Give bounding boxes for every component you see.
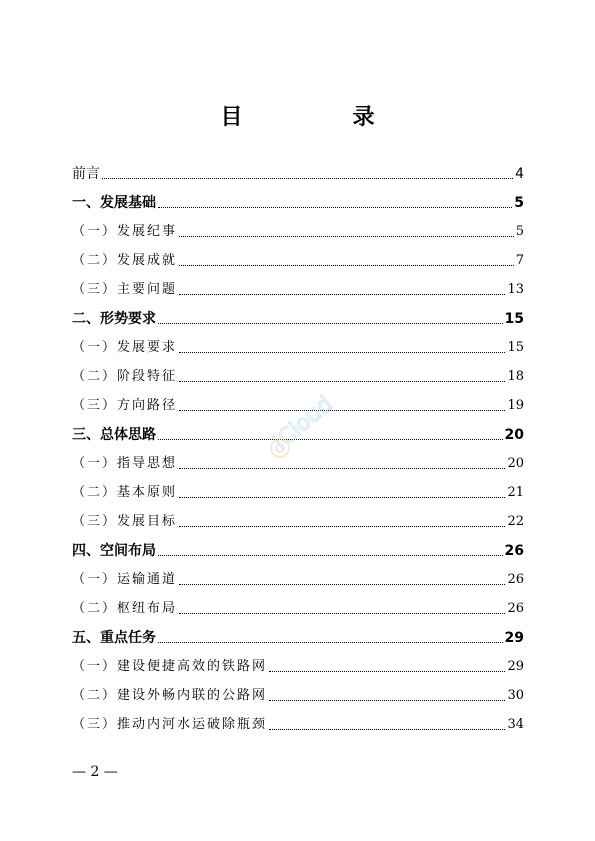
toc-entry-page: 15 [504,311,524,327]
toc-entry-page: 20 [504,427,524,443]
toc-entry[interactable] [72,192,524,212]
toc-entry-page: 19 [507,398,524,413]
toc-entry-label: （二）建设外畅内联的公路网 [72,688,268,703]
dot-leader [269,700,505,701]
toc-entry-label: 五、重点任务 [72,630,156,646]
toc-entry-label: （二）阶段特征 [72,369,178,384]
toc-entry-label: （三）发展目标 [72,514,178,529]
toc-entry-label: （二）发展成就 [72,253,178,268]
dot-leader [179,584,505,585]
dot-leader [158,207,512,208]
dot-leader [102,178,513,179]
dot-leader [179,265,514,266]
cloud-watermark-icon [258,378,348,468]
dot-leader [179,352,505,353]
toc-entry[interactable] [72,685,524,705]
dot-leader [158,555,503,556]
svg-text:iCloud: iCloud [268,391,338,456]
toc-entry-page: 26 [507,572,524,587]
toc-entry[interactable] [72,598,524,618]
toc-entry-page: 26 [507,601,524,616]
toc-entry-page: 26 [504,543,524,559]
page-number-footer: — 2 — [72,764,118,780]
toc-entry[interactable] [72,656,524,676]
toc-entry-page: 4 [515,166,524,182]
toc-entry-page: 18 [507,369,524,384]
dot-leader [158,323,503,324]
toc-entry-page: 5 [515,224,524,239]
toc-entry[interactable] [72,163,524,183]
toc-entry-page: 22 [507,514,524,529]
toc-entry-label: （二）基本原则 [72,485,178,500]
toc-entry-label: （一）指导思想 [72,456,178,471]
toc-entry[interactable] [72,250,524,270]
dot-leader [179,468,505,469]
toc-entry-label: 二、形势要求 [72,311,156,327]
dot-leader [269,671,505,672]
dot-leader [269,729,505,730]
toc-entry-page: 21 [507,485,524,500]
toc-entry-label: （一）发展要求 [72,340,178,355]
toc-entry[interactable] [72,714,524,734]
toc-entry[interactable] [72,221,524,241]
toc-entry-page: 15 [507,340,524,355]
dot-leader [158,642,503,643]
toc-entry[interactable] [72,569,524,589]
toc-entry-label: （一）运输通道 [72,572,178,587]
dot-leader [179,497,505,498]
toc-entry-page: 7 [515,253,524,268]
toc-entry-page: 5 [514,195,524,211]
toc-entry-page: 29 [504,630,524,646]
toc-entry[interactable] [72,627,524,647]
dot-leader [179,526,505,527]
dot-leader [179,236,514,237]
toc-entry-label: 三、总体思路 [72,427,156,443]
toc-entry-label: （一）发展纪事 [72,224,178,239]
toc-entry-label: （三）方向路径 [72,398,178,413]
toc-entry[interactable] [72,279,524,299]
toc-entry-page: 20 [507,456,524,471]
toc-entry-label: 一、发展基础 [72,195,156,211]
toc-entry-page: 29 [507,659,524,674]
toc-entry-label: （二）枢纽布局 [72,601,178,616]
dot-leader [179,613,505,614]
toc-entry[interactable] [72,337,524,357]
page-title: 目 录 [220,104,419,130]
toc-entry-label: （三）推动内河水运破除瓶颈 [72,717,268,732]
toc-entry-label: （三）主要问题 [72,282,178,297]
toc-entry-label: 前言 [72,166,100,182]
toc-entry-label: 四、空间布局 [72,543,156,559]
toc-entry[interactable] [72,511,524,531]
toc-entry-page: 30 [507,688,524,703]
toc-entry[interactable] [72,540,524,560]
toc-entry-page: 34 [507,717,524,732]
dot-leader [179,294,505,295]
toc-entry-page: 13 [507,282,524,297]
toc-entry[interactable] [72,308,524,328]
toc-entry-label: （一）建设便捷高效的铁路网 [72,659,268,674]
toc-entry[interactable] [72,482,524,502]
